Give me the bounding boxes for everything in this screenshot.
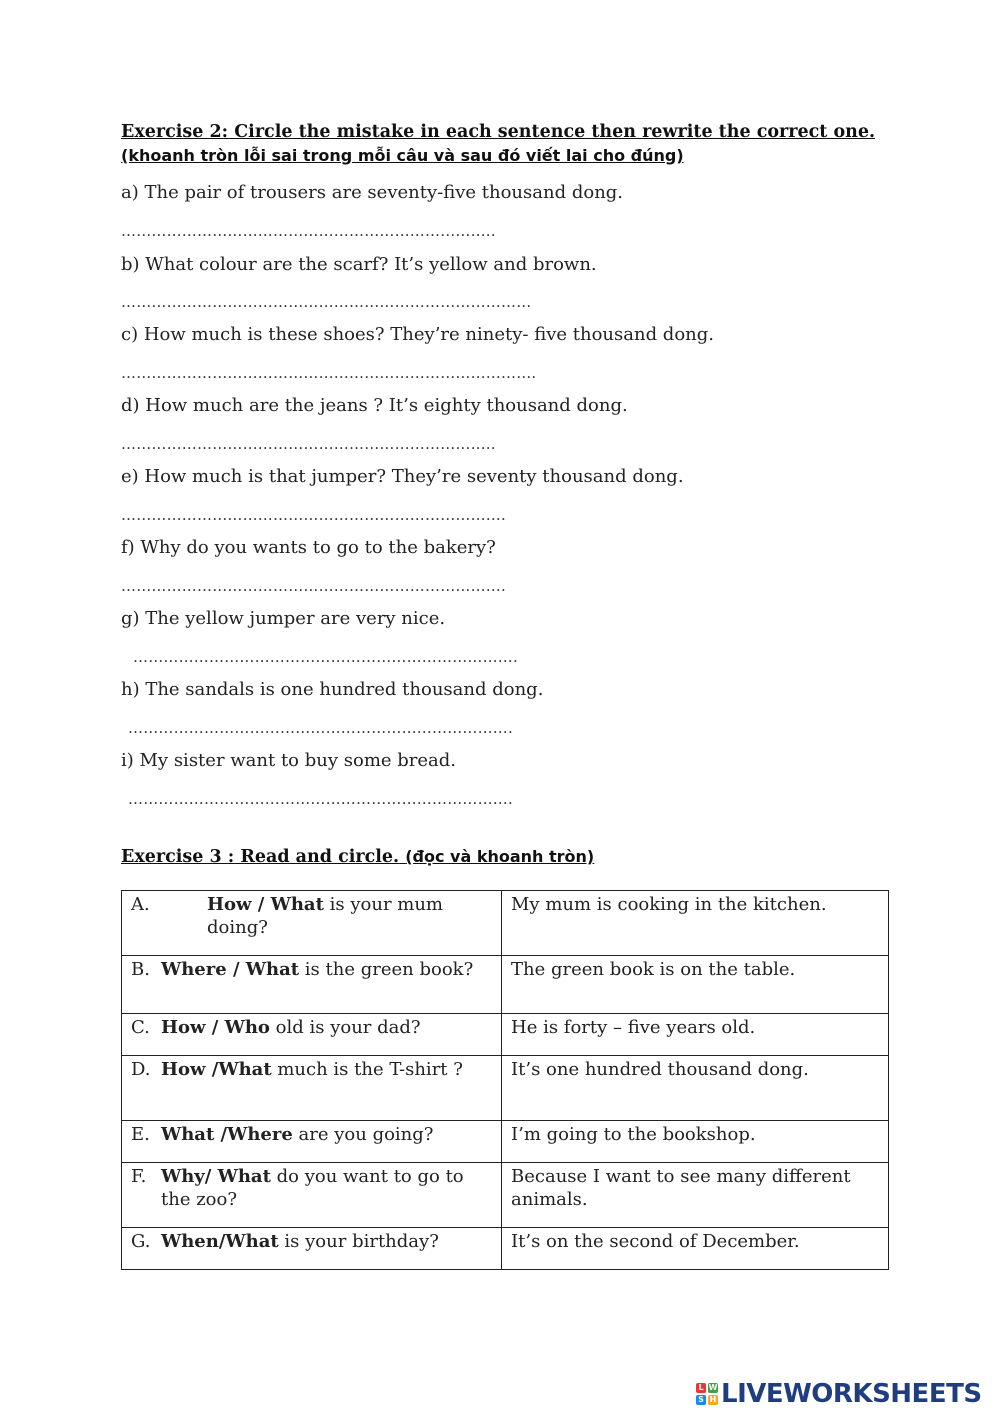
- question-i: i) My sister want to buy some bread.: [121, 750, 457, 771]
- question-text: [161, 1123, 433, 1146]
- choice-options[interactable]: Where / What: [161, 959, 300, 980]
- answer-line-c[interactable]: ……………………………………………………………………….: [121, 364, 537, 382]
- question-rest: do you want to go to the zoo?: [161, 1166, 464, 1210]
- row-letter: B.: [131, 959, 150, 980]
- row-letter: F.: [131, 1166, 147, 1187]
- exercise-3-table: [121, 890, 889, 1270]
- question-cell: [122, 891, 502, 956]
- choice-options[interactable]: How /What: [161, 1059, 272, 1080]
- answer-cell: It’s one hundred thousand dong.: [502, 1056, 889, 1121]
- question-cell: [122, 1121, 502, 1163]
- liveworksheets-logo: [696, 1377, 982, 1411]
- answer-cell: It’s on the second of December.: [502, 1228, 889, 1270]
- answer-line-b[interactable]: ………………………………………………………………………: [121, 293, 532, 311]
- answer-line-d[interactable]: ………………………………………………………………..: [121, 435, 496, 453]
- choice-options[interactable]: How / What: [207, 894, 324, 915]
- question-b: b) What colour are the scarf? It’s yellow and brown.: [121, 254, 597, 275]
- question-text: [207, 893, 492, 939]
- question-text: [161, 1016, 421, 1039]
- table-row: [122, 1163, 889, 1228]
- exercise-3-heading: [121, 845, 881, 869]
- row-letter: C.: [131, 1017, 150, 1038]
- answer-line-e[interactable]: ………………………………………………………………….: [121, 506, 506, 524]
- choice-options[interactable]: How / Who: [161, 1017, 270, 1038]
- question-cell: [122, 1228, 502, 1270]
- table-row: [122, 956, 889, 1014]
- logo-text: LIVEWORKSHEETS: [721, 1379, 982, 1409]
- question-text: [161, 1230, 439, 1253]
- choice-options[interactable]: When/What: [161, 1231, 279, 1252]
- exercise-3-title-vn: (đọc và khoanh tròn): [405, 847, 595, 866]
- table-row: [122, 1014, 889, 1056]
- answer-cell: I’m going to the bookshop.: [502, 1121, 889, 1163]
- question-d: d) How much are the jeans ? It’s eighty thousand dong.: [121, 395, 628, 416]
- answer-line-h[interactable]: ………………………………………………………………….: [128, 719, 513, 737]
- exercise-2-title-vn: (khoanh tròn lỗi sai trong mỗi câu và sau đó viết lai cho đúng): [121, 146, 684, 165]
- logo-mark-cell: W: [708, 1383, 718, 1392]
- logo-mark-cell: S: [696, 1395, 706, 1405]
- answer-cell: The green book is on the table.: [502, 956, 889, 1014]
- exercise-3-title: Exercise 3 : Read and circle.: [121, 847, 400, 867]
- exercise-2-title: Exercise 2: Circle the mistake in each sentence then rewrite the correct one.: [121, 122, 876, 142]
- logo-mark-cell: L: [696, 1383, 706, 1393]
- question-rest: is the green book?: [299, 959, 474, 980]
- question-e: e) How much is that jumper? They’re seventy thousand dong.: [121, 466, 684, 487]
- question-rest: much is the T-shirt ?: [271, 1059, 463, 1080]
- question-text: [161, 1058, 463, 1081]
- question-cell: [122, 1163, 502, 1228]
- row-letter: G.: [131, 1231, 151, 1252]
- table-row: [122, 1228, 889, 1270]
- question-cell: [122, 1014, 502, 1056]
- question-rest: is your mum doing?: [207, 894, 443, 938]
- table-row: [122, 1121, 889, 1163]
- table-row: [122, 1056, 889, 1121]
- answer-line-f[interactable]: ………………………………………………………………….: [121, 577, 506, 595]
- row-letter: E.: [131, 1124, 150, 1145]
- question-c: c) How much is these shoes? They’re ninety- five thousand dong.: [121, 324, 715, 345]
- question-rest: old is your dad?: [269, 1017, 421, 1038]
- question-cell: [122, 1056, 502, 1121]
- question-g: g) The yellow jumper are very nice.: [121, 608, 446, 629]
- choice-options[interactable]: Why/ What: [161, 1166, 271, 1187]
- choice-options[interactable]: What /Where: [161, 1124, 293, 1145]
- answer-line-i[interactable]: ………………………………………………………………….: [128, 790, 513, 808]
- answer-cell: Because I want to see many different animals.: [502, 1163, 889, 1228]
- question-cell: [122, 956, 502, 1014]
- row-letter: A.: [131, 894, 150, 915]
- answer-line-a[interactable]: ………………………………………………………………..: [121, 222, 496, 240]
- exercise-2-heading: [121, 121, 881, 168]
- question-text: [161, 1165, 492, 1211]
- answer-cell: My mum is cooking in the kitchen.: [502, 891, 889, 956]
- question-h: h) The sandals is one hundred thousand dong.: [121, 679, 544, 700]
- question-f: f) Why do you wants to go to the bakery?: [121, 537, 496, 558]
- table-row: [122, 891, 889, 956]
- answer-cell: He is forty – five years old.: [502, 1014, 889, 1056]
- question-text: [161, 958, 473, 981]
- logo-mark-cell: H: [709, 1395, 717, 1404]
- question-a: a) The pair of trousers are seventy-five thousand dong.: [121, 182, 624, 203]
- logo-mark-icon: [696, 1383, 718, 1405]
- question-rest: are you going?: [292, 1124, 434, 1145]
- row-letter: D.: [131, 1059, 151, 1080]
- question-rest: is your birthday?: [278, 1231, 439, 1252]
- answer-line-g[interactable]: ………………………………………………………………….: [133, 648, 518, 666]
